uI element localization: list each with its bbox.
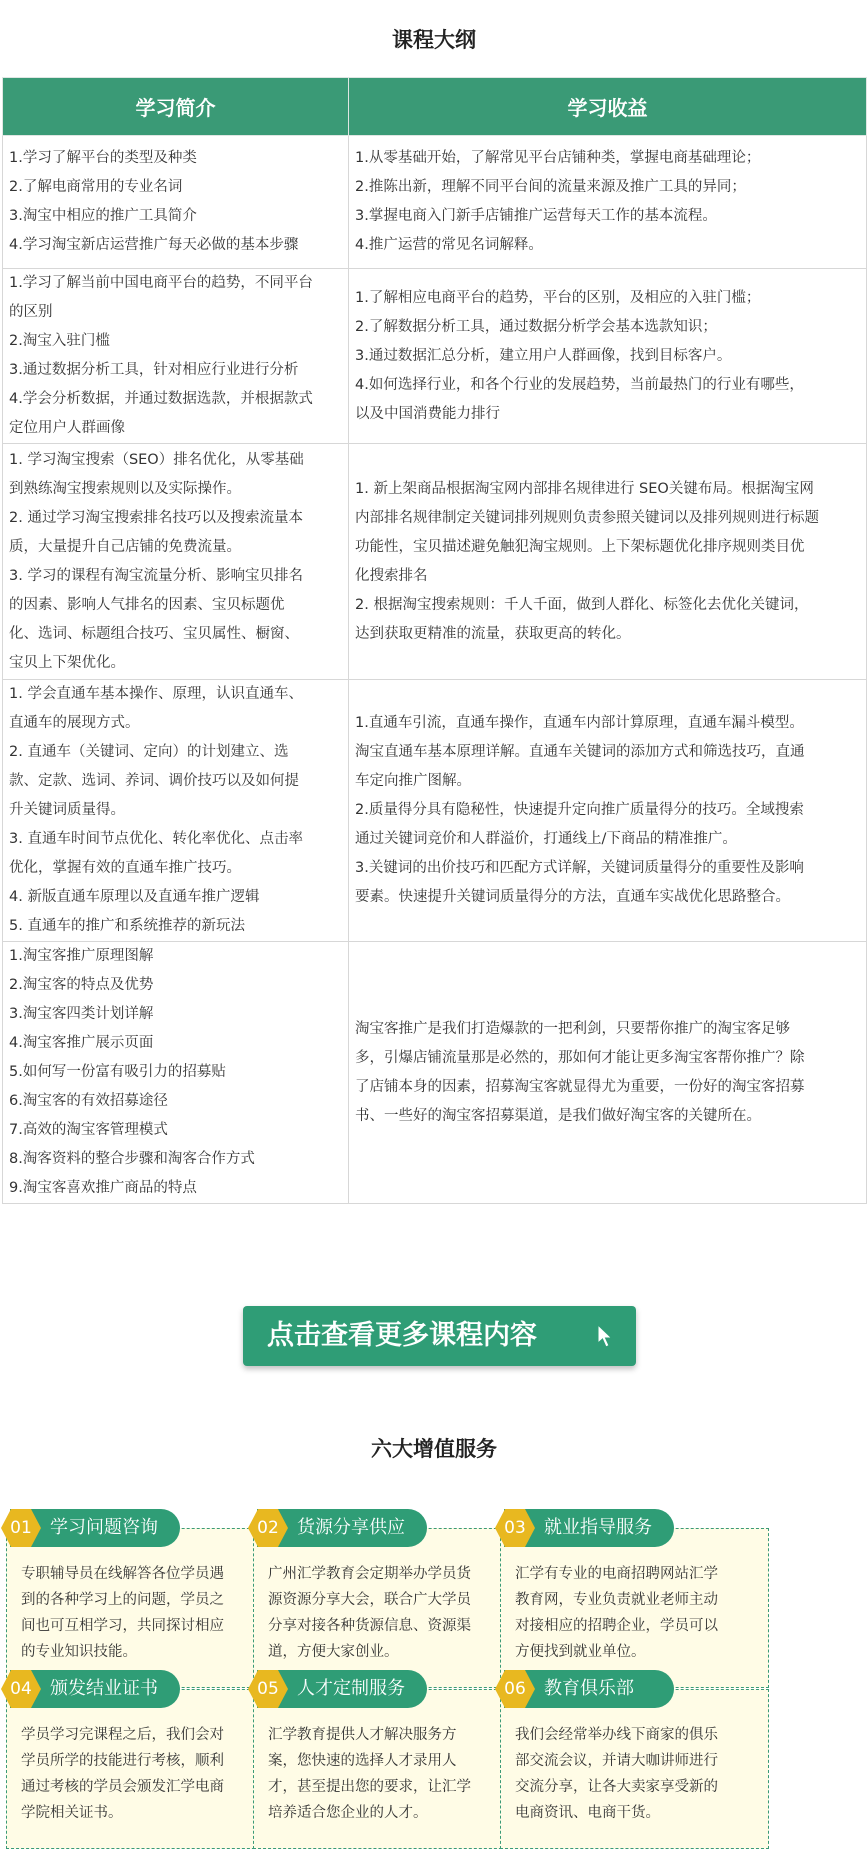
benefit-line: 1.直通车引流，直通车操作，直通车内部计算原理，直通车漏斗模型。: [355, 715, 804, 731]
service-description-line: 汇学有专业的电商招聘网站汇学: [515, 1566, 718, 1582]
service-description-line: 通过考核的学员会颁发汇学电商: [21, 1779, 224, 1795]
course-outline-table: [2, 77, 867, 1204]
intro-line: 1.学习了解平台的类型及种类: [9, 150, 197, 166]
service-description-line: 培养适合您企业的人才。: [268, 1805, 428, 1821]
service-card: [247, 1670, 524, 1850]
benefit-line: 3.掌握电商入门新手店铺推广运营每天工作的基本流程。: [355, 208, 717, 224]
benefit-cell: [349, 942, 867, 1204]
benefit-line: 2.了解数据分析工具，通过数据分析学会基本选款知识；: [355, 318, 717, 335]
service-description: [500, 1528, 769, 1688]
outline-row: [3, 680, 867, 942]
intro-line: 直通车的展现方式。: [9, 715, 140, 731]
benefit-line: 2. 根据淘宝搜索规则：千人千面，做到人群化、标签化去优化关键词，: [355, 596, 809, 613]
benefit-line: 内部排名规律制定关键词排列规则负责参照关键词以及排列规则进行标题: [355, 509, 819, 526]
intro-line: 宝贝上下架优化。: [9, 654, 125, 671]
service-title: 货源分享供应: [257, 1509, 427, 1547]
more-courses-button[interactable]: [243, 1306, 636, 1366]
intro-line: 升关键词质量得。: [9, 802, 125, 818]
hexagon-badge-icon: [494, 1669, 536, 1709]
service-description-line: 学员学习完课程之后，我们会对: [21, 1727, 224, 1743]
service-number: 04: [10, 1679, 32, 1699]
service-description-line: 道，方便大家创业。: [268, 1644, 399, 1660]
outline-row: [3, 942, 867, 1204]
intro-line: 化、选词、标题组合技巧、宝贝属性、橱窗、: [9, 625, 299, 642]
outline-title: 课程大纲: [392, 28, 476, 52]
intro-line: 9.淘宝客喜欢推广商品的特点: [9, 1180, 197, 1196]
service-description-line: 学员所学的技能进行考核，顺利: [21, 1753, 224, 1769]
benefit-cell: [349, 136, 867, 269]
service-description-line: 方便找到就业单位。: [515, 1644, 646, 1660]
benefit-line: 1.从零基础开始，了解常见平台店铺种类，掌握电商基础理论；: [355, 150, 761, 166]
service-title: 学习问题咨询: [10, 1509, 180, 1547]
service-card: [247, 1509, 524, 1689]
service-description-line: 部交流会议，并请大咖讲师进行: [515, 1753, 718, 1769]
intro-line: 3.淘宝客四类计划详解: [9, 1006, 154, 1022]
service-number: 06: [504, 1679, 526, 1699]
intro-cell: [3, 942, 349, 1204]
intro-line: 的区别: [9, 304, 53, 320]
intro-line: 2.淘宝入驻门槛: [9, 333, 110, 349]
benefit-line: 4.如何选择行业，和各个行业的发展趋势，当前最热门的行业有哪些，: [355, 376, 804, 393]
hexagon-badge-icon: [0, 1669, 42, 1709]
service-description-line: 案，您快速的选择人才录用人: [268, 1753, 457, 1769]
benefit-line: 1. 新上架商品根据淘宝网内部排名规律进行 SEO关键布局。根据淘宝网: [355, 480, 814, 497]
service-description-line: 的专业知识技能。: [21, 1644, 137, 1660]
service-number: 03: [504, 1518, 526, 1538]
intro-line: 4.学会分析数据，并通过数据选款，并根据款式: [9, 391, 313, 407]
outline-row: [3, 136, 867, 269]
benefit-line: 了店铺本身的因素，招募淘宝客就显得尤为重要，一份好的淘宝客招募: [355, 1078, 805, 1095]
service-title: 颁发结业证书: [10, 1670, 180, 1708]
intro-line: 5.如何写一份富有吸引力的招募贴: [9, 1064, 226, 1080]
benefit-cell: [349, 444, 867, 680]
benefit-line: 淘宝直通车基本原理详解。直通车关键词的添加方式和筛选技巧，直通: [355, 744, 805, 760]
outline-row: [3, 269, 867, 444]
service-description-line: 间也可互相学习，共同探讨相应: [21, 1618, 224, 1634]
service-description-line: 对接相应的招聘企业，学员可以: [515, 1618, 718, 1634]
service-description: [253, 1689, 522, 1849]
service-card: [494, 1509, 771, 1689]
benefit-line: 淘宝客推广是我们打造爆款的一把利剑，只要帮你推广的淘宝客足够: [355, 1020, 790, 1037]
intro-line: 到熟练淘宝搜索规则以及实际操作。: [9, 480, 241, 497]
service-description-line: 学院相关证书。: [21, 1805, 123, 1821]
benefit-line: 4.推广运营的常见名词解释。: [355, 237, 543, 253]
benefit-cell: [349, 269, 867, 444]
benefit-line: 多，引爆店铺流量那是必然的，那如何才能让更多淘宝客帮你推广？除: [355, 1049, 805, 1066]
intro-cell: [3, 444, 349, 680]
intro-line: 5. 直通车的推广和系统推荐的新玩法: [9, 918, 245, 934]
intro-line: 7.高效的淘宝客管理模式: [9, 1122, 168, 1138]
intro-line: 定位用户人群画像: [9, 420, 125, 436]
benefit-line: 车定向推广图解。: [355, 773, 471, 789]
intro-cell: [3, 680, 349, 942]
service-description-line: 分享对接各种货源信息、资源渠: [268, 1618, 471, 1634]
service-title: 人才定制服务: [257, 1670, 427, 1708]
service-description: [6, 1528, 275, 1688]
service-description: [253, 1528, 522, 1688]
intro-line: 优化，掌握有效的直通车推广技巧。: [9, 860, 241, 876]
benefit-line: 2.推陈出新，理解不同平台间的流量来源及推广工具的异同；: [355, 179, 746, 195]
header-intro: 学习简介: [3, 78, 349, 136]
hexagon-badge-icon: [0, 1508, 42, 1548]
outline-row: [3, 444, 867, 680]
service-description: [6, 1689, 275, 1849]
hexagon-badge-icon: [247, 1508, 289, 1548]
intro-line: 3. 直通车时间节点优化、转化率优化、点击率: [9, 831, 303, 847]
intro-line: 的因素、影响人气排名的因素、宝贝标题优: [9, 596, 285, 613]
intro-line: 4.学习淘宝新店运营推广每天必做的基本步骤: [9, 237, 299, 253]
benefit-line: 达到获取更精准的流量，获取更高的转化。: [355, 625, 631, 642]
intro-line: 款、定款、选词、养词、调价技巧以及如何提: [9, 773, 299, 789]
hexagon-badge-icon: [247, 1669, 289, 1709]
benefit-line: 要素。快速提升关键词质量得分的方法，直通车实战优化思路整合。: [355, 889, 790, 905]
intro-line: 2.淘宝客的特点及优势: [9, 977, 154, 993]
intro-line: 8.淘客资料的整合步骤和淘客合作方式: [9, 1151, 255, 1167]
service-number: 02: [257, 1518, 279, 1538]
service-description-line: 教育网，专业负责就业老师主动: [515, 1592, 718, 1608]
service-description: [500, 1689, 769, 1849]
intro-line: 2.了解电商常用的专业名词: [9, 179, 183, 195]
benefit-line: 书、一些好的淘宝客招募渠道，是我们做好淘宝客的关键所在。: [355, 1107, 761, 1124]
header-benefit: 学习收益: [349, 78, 867, 136]
benefit-line: 通过关键词竞价和人群溢价，打通线上/下商品的精准推广。: [355, 831, 737, 847]
intro-line: 3.通过数据分析工具，针对相应行业进行分析: [9, 362, 299, 378]
intro-cell: [3, 136, 349, 269]
benefit-line: 化搜索排名: [355, 567, 428, 584]
cursor-arrow-icon: [596, 1324, 614, 1348]
intro-line: 3.淘宝中相应的推广工具简介: [9, 208, 197, 224]
intro-line: 2. 通过学习淘宝搜索排名技巧以及搜索流量本: [9, 509, 303, 526]
intro-line: 1.学习了解当前中国电商平台的趋势，不同平台: [9, 275, 313, 291]
benefit-line: 2.质量得分具有隐秘性，快速提升定向推广质量得分的技巧。全域搜索: [355, 802, 804, 818]
intro-line: 1. 学会直通车基本操作、原理，认识直通车、: [9, 686, 303, 702]
hexagon-badge-icon: [494, 1508, 536, 1548]
benefit-line: 3.通过数据汇总分析，建立用户人群画像，找到目标客户。: [355, 347, 732, 364]
service-number: 05: [257, 1679, 279, 1699]
benefit-line: 3.关键词的出价技巧和匹配方式详解，关键词质量得分的重要性及影响: [355, 860, 804, 876]
intro-line: 1.淘宝客推广原理图解: [9, 948, 154, 964]
service-description-line: 电商资讯、电商干货。: [515, 1805, 660, 1821]
service-description-line: 广州汇学教育会定期举办学员货: [268, 1566, 471, 1582]
intro-line: 4.淘宝客推广展示页面: [9, 1035, 154, 1051]
intro-line: 1. 学习淘宝搜索（SEO）排名优化，从零基础: [9, 451, 304, 468]
intro-line: 4. 新版直通车原理以及直通车推广逻辑: [9, 889, 260, 905]
services-title: 六大增值服务: [371, 1437, 497, 1461]
service-description-line: 汇学教育提供人才解决服务方: [268, 1727, 457, 1743]
service-card: [494, 1670, 771, 1850]
intro-line: 质，大量提升自己店铺的免费流量。: [9, 538, 241, 555]
intro-line: 3. 学习的课程有淘宝流量分析、影响宝贝排名: [9, 567, 303, 584]
service-description-line: 才，甚至提出您的要求，让汇学: [268, 1779, 471, 1795]
service-description-line: 专职辅导员在线解答各位学员遇: [21, 1566, 224, 1582]
benefit-line: 以及中国消费能力排行: [355, 405, 500, 422]
service-card: [0, 1509, 277, 1689]
intro-line: 6.淘宝客的有效招募途径: [9, 1093, 168, 1109]
intro-line: 2. 直通车（关键词、定向）的计划建立、选: [9, 744, 289, 760]
service-title: 教育俱乐部: [504, 1670, 674, 1708]
service-description-line: 到的各种学习上的问题，学员之: [21, 1592, 224, 1608]
benefit-cell: [349, 680, 867, 942]
service-description-line: 我们会经常举办线下商家的俱乐: [515, 1727, 718, 1743]
service-card: [0, 1670, 277, 1850]
service-description-line: 交流分享，让各大卖家享受新的: [515, 1779, 718, 1795]
intro-cell: [3, 269, 349, 444]
service-title: 就业指导服务: [504, 1509, 674, 1547]
benefit-line: 1.了解相应电商平台的趋势，平台的区别，及相应的入驻门槛；: [355, 289, 761, 306]
service-number: 01: [10, 1518, 32, 1538]
more-courses-label: 点击查看更多课程内容: [267, 1320, 537, 1351]
benefit-line: 功能性，宝贝描述避免触犯淘宝规则。上下架标题优化排序规则类目优: [355, 538, 805, 555]
service-description-line: 源资源分享大会，联合广大学员: [268, 1592, 471, 1608]
